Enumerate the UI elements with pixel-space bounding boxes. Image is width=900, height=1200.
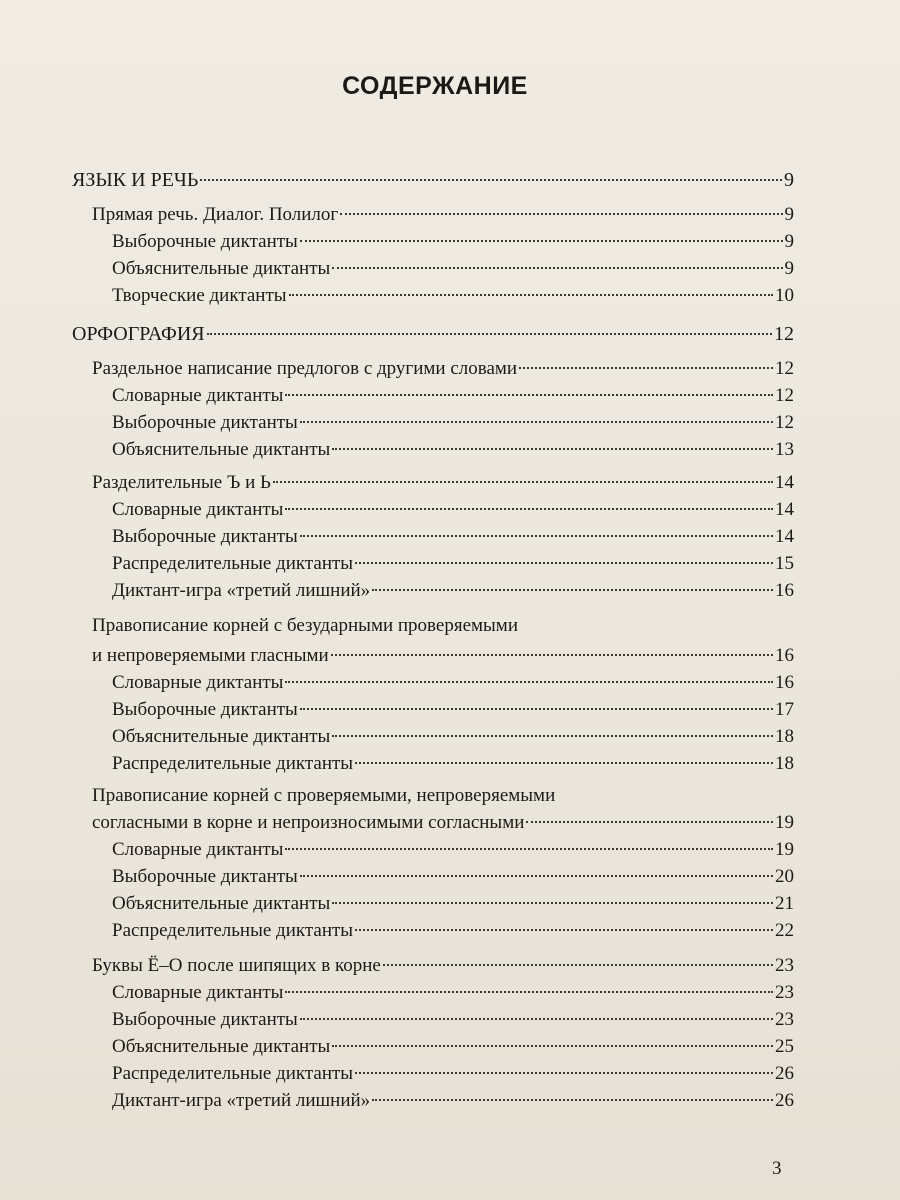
dot-leader <box>300 240 783 242</box>
dot-leader <box>300 1018 773 1020</box>
toc-label: Выборочные диктанты <box>112 699 298 720</box>
toc-page-number: 23 <box>775 982 794 1003</box>
toc-page-number: 9 <box>784 169 794 191</box>
toc-topic <box>92 203 794 227</box>
toc-page-number: 12 <box>774 323 794 345</box>
dot-leader <box>285 508 773 510</box>
toc-page-number: 13 <box>775 439 794 460</box>
toc-topic-line: Правописание корней с проверяемыми, непроверяемыми <box>92 785 556 806</box>
toc-label: Выборочные диктанты <box>112 866 298 887</box>
toc-subitem <box>112 384 794 408</box>
toc-page-number: 18 <box>775 753 794 774</box>
toc-page-number: 14 <box>775 526 794 547</box>
toc-subitem <box>112 919 794 943</box>
dot-leader <box>355 1072 773 1074</box>
toc-label: Словарные диктанты <box>112 385 284 406</box>
toc-topic <box>92 644 794 668</box>
toc-label: Объяснительные диктанты <box>112 439 331 460</box>
toc-section <box>72 168 794 192</box>
dot-leader <box>300 421 773 423</box>
dot-leader <box>332 448 773 450</box>
dot-leader <box>340 213 782 215</box>
toc-label: Словарные диктанты <box>112 499 284 520</box>
toc-label: Разделительные Ъ и Ь <box>92 472 271 493</box>
toc-subitem <box>112 438 794 462</box>
toc-page-number: 25 <box>775 1036 794 1057</box>
toc-label: Распределительные диктанты <box>112 1063 354 1084</box>
toc-subitem <box>112 698 794 722</box>
dot-leader <box>355 929 773 931</box>
toc-page-number: 20 <box>775 866 794 887</box>
dot-leader <box>300 875 773 877</box>
toc-page-number: 26 <box>775 1063 794 1084</box>
dot-leader <box>300 535 773 537</box>
dot-leader <box>207 333 772 335</box>
dot-leader <box>289 294 773 296</box>
toc-subitem <box>112 284 794 308</box>
toc-page-number: 10 <box>775 285 794 306</box>
toc-subitem <box>112 1089 794 1113</box>
dot-leader <box>372 1099 773 1101</box>
toc-label: Распределительные диктанты <box>112 553 354 574</box>
toc-label: Словарные диктанты <box>112 672 284 693</box>
toc-label: Выборочные диктанты <box>112 1009 298 1030</box>
toc-page-number: 14 <box>775 472 794 493</box>
dot-leader <box>332 267 782 269</box>
toc-label: Выборочные диктанты <box>112 526 298 547</box>
toc-page-number: 23 <box>775 955 794 976</box>
toc-label: Объяснительные диктанты <box>112 1036 331 1057</box>
toc-subitem <box>112 981 794 1005</box>
toc-subitem <box>112 725 794 749</box>
dot-leader <box>300 708 773 710</box>
toc-subitem <box>112 1062 794 1086</box>
toc-topic <box>92 954 794 978</box>
toc-subitem <box>112 257 794 281</box>
toc-page-number: 12 <box>775 412 794 433</box>
dot-leader <box>200 179 782 181</box>
toc-subitem <box>112 838 794 862</box>
toc-page-number: 15 <box>775 553 794 574</box>
toc-page-number: 12 <box>775 385 794 406</box>
dot-leader <box>355 762 773 764</box>
toc-page-number: 16 <box>775 645 794 666</box>
toc-page-number: 16 <box>775 672 794 693</box>
toc-subitem <box>112 1008 794 1032</box>
toc-label: Распределительные диктанты <box>112 753 354 774</box>
toc-label: Выборочные диктанты <box>112 412 298 433</box>
toc-topic <box>92 811 794 835</box>
toc-topic <box>92 471 794 495</box>
toc-label: ОРФОГРАФИЯ <box>72 323 205 345</box>
toc-page-number: 22 <box>775 920 794 941</box>
toc-page-number: 23 <box>775 1009 794 1030</box>
toc-page-number: 16 <box>775 580 794 601</box>
dot-leader <box>285 681 773 683</box>
toc-page-number: 17 <box>775 699 794 720</box>
toc-page-number: 9 <box>784 231 794 252</box>
toc-page-number: 14 <box>775 499 794 520</box>
toc-page-number: 9 <box>784 258 794 279</box>
toc-page-number: 12 <box>775 358 794 379</box>
dot-leader <box>332 1045 773 1047</box>
toc-page-number: 19 <box>775 812 794 833</box>
toc-label: Диктант-игра «третий лишний» <box>112 1090 371 1111</box>
toc-label: Распределительные диктанты <box>112 920 354 941</box>
toc-subitem <box>112 411 794 435</box>
dot-leader <box>519 367 773 369</box>
toc-label: Творческие диктанты <box>112 285 287 306</box>
page-title: СОДЕРЖАНИЕ <box>342 72 528 100</box>
toc-subitem <box>112 230 794 254</box>
toc-label: Словарные диктанты <box>112 839 284 860</box>
page-number: 3 <box>772 1158 782 1179</box>
toc-label: Диктант-игра «третий лишний» <box>112 580 371 601</box>
toc-label: Буквы Ё–О после шипящих в корне <box>92 955 381 976</box>
toc-subitem <box>112 671 794 695</box>
toc-subitem <box>112 552 794 576</box>
toc-label: Словарные диктанты <box>112 982 284 1003</box>
dot-leader <box>372 589 773 591</box>
toc-subitem <box>112 498 794 522</box>
dot-leader <box>526 821 773 823</box>
toc-subitem <box>112 752 794 776</box>
dot-leader <box>383 964 773 966</box>
dot-leader <box>332 735 773 737</box>
dot-leader <box>273 481 773 483</box>
toc-subitem <box>112 892 794 916</box>
toc-subitem <box>112 1035 794 1059</box>
toc-label: Выборочные диктанты <box>112 231 298 252</box>
toc-topic <box>92 357 794 381</box>
toc-page-number: 21 <box>775 893 794 914</box>
toc-label: Раздельное написание предлогов с другими словами <box>92 358 518 379</box>
toc-page-number: 18 <box>775 726 794 747</box>
dot-leader <box>285 991 773 993</box>
dot-leader <box>332 902 773 904</box>
toc-page-number: 9 <box>784 204 794 225</box>
dot-leader <box>285 848 773 850</box>
toc-page-number: 26 <box>775 1090 794 1111</box>
toc-label: согласными в корне и непроизносимыми согласными <box>92 812 525 833</box>
toc-subitem <box>112 579 794 603</box>
toc-label: Прямая речь. Диалог. Полилог <box>92 204 339 225</box>
toc-label: Объяснительные диктанты <box>112 258 331 279</box>
toc-section <box>72 322 794 346</box>
toc-label: и непроверяемыми гласными <box>92 645 329 666</box>
dot-leader <box>355 562 773 564</box>
toc-label: Объяснительные диктанты <box>112 893 331 914</box>
toc-subitem <box>112 865 794 889</box>
toc-subitem <box>112 525 794 549</box>
dot-leader <box>285 394 773 396</box>
toc-topic-line: Правописание корней с безударными проверяемыми <box>92 615 518 636</box>
toc-page-number: 19 <box>775 839 794 860</box>
toc-label: ЯЗЫК И РЕЧЬ <box>72 169 199 191</box>
toc-label: Объяснительные диктанты <box>112 726 331 747</box>
dot-leader <box>331 654 773 656</box>
